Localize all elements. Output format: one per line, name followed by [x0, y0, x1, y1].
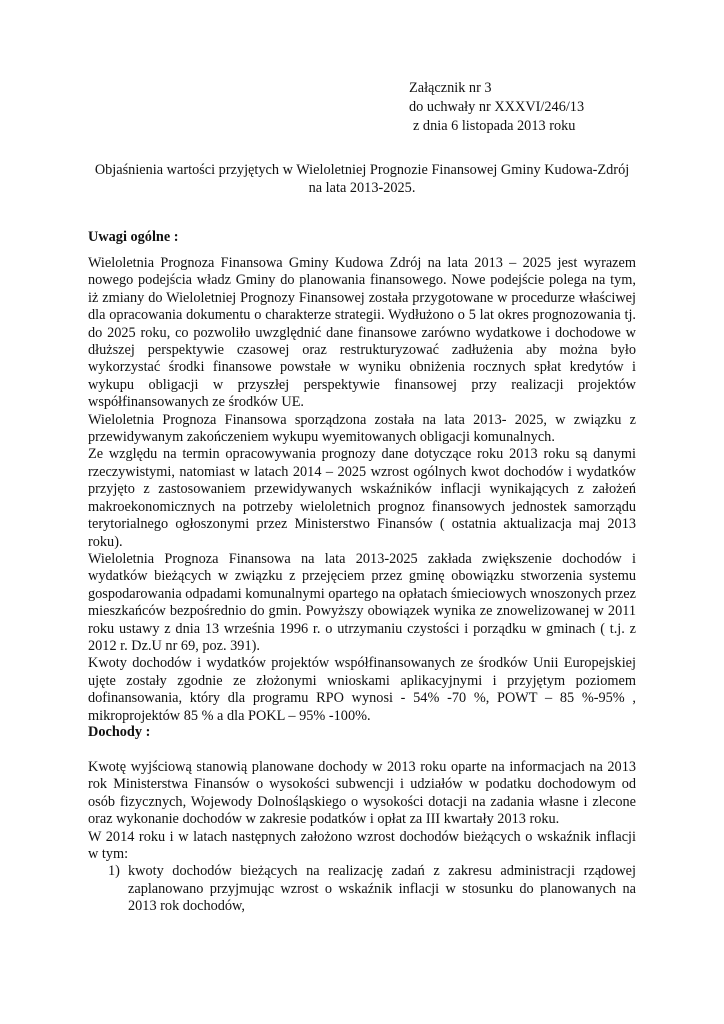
document-title [88, 162, 636, 197]
paragraph: Kwotę wyjściową stanowią planowane dochody w 2013 roku oparte na informacjach na 2013 rok Ministerstwa Finansów o wysokości subwencji i udziałów w podatku dochodowym od osób fizycznych, Wojewody Dolnośląskiego o wysokości dotacji na zadania własne i zlecone oraz wykonanie dochodów w zakresie podatków i opłat za III kwartały 2013 roku. [88, 759, 636, 828]
general-remarks-body [88, 255, 636, 725]
attachment-header [409, 79, 669, 136]
list-item [88, 863, 636, 915]
income-heading: Dochody : [88, 724, 151, 740]
income-list [88, 863, 636, 915]
title-line-2: na lata 2013-2025. [308, 179, 416, 196]
title-line-1: Objaśnienia wartości przyjętych w Wieloletniej Prognozie Finansowej Gminy Kudowa-Zdrój [94, 162, 630, 178]
resolution-number: do uchwały nr XXXVI/246/13 [409, 99, 585, 115]
paragraph: Wieloletnia Prognoza Finansowa Gminy Kudowa Zdrój na lata 2013 – 2025 jest wyrazem nowego podejścia władz Gminy do planowania finansowego. Nowe podejście polega na tym, iż zmiany do Wieloletniej Prognozy Finansowej została przygotowane w procedurze właściwej dla opracowania dokumentu o charakterze strategii. Wydłużono o 5 lat okres prognozowania tj. do 2025 roku, co pozwoliło uwzględnić dane finansowe zarówno wydatkowe i dochodowe w dłuższej perspektywie czasowej oraz restrukturyzować zadłużenia aby można było wykorzystać środki finansowe powstałe w wyniku obniżenia rocznych spłat kredytów i wykupu obligacji w przyszłej perspektywie finansowej przy realizacji projektów współfinansowanych ze środków UE. [88, 255, 636, 411]
paragraph: W 2014 roku i w latach następnych założono wzrost dochodów bieżących o wskaźnik inflacji w tym: [88, 828, 636, 863]
list-item-text: kwoty dochodów bieżących na realizację zadań z zakresu administracji rządowej zaplanowano przyjmując wzrost o wskaźnik inflacji w stosunku do planowanych na 2013 rok dochodów, [128, 863, 636, 915]
paragraph: Ze względu na termin opracowywania prognozy dane dotyczące roku 2013 roku są danymi rzeczywistymi, natomiast w latach 2014 – 2025 wzrost ogólnych kwot dochodów i wydatków przyjęto z zastosowaniem przewidywanych wskaźników inflacji wynikających z założeń makroekonomicznych na potrzeby wieloletnich prognoz finansowych jednostek samorządu terytorialnego ogłoszonymi przez Ministerstwo Finansów ( ostatnia aktualizacja maj 2013 roku). [88, 446, 636, 550]
attachment-number: Załącznik nr 3 [409, 80, 492, 96]
list-item-number: 1) [108, 863, 120, 880]
paragraph: Kwoty dochodów i wydatków projektów współfinansowanych ze środków Unii Europejskiej ujęte zostały zgodnie ze złożonymi wnioskami aplikacyjnymi i przyjętym poziomem dofinansowania, który dla programu RPO wynosi - 54% -70 %, POWT – 85 %-95% , mikroprojektów 85 % a dla POKL – 95% -100%. [88, 655, 636, 724]
resolution-date: z dnia 6 listopada 2013 roku [413, 118, 576, 134]
paragraph: Wieloletnia Prognoza Finansowa na lata 2013-2025 zakłada zwiększenie dochodów i wydatków bieżących w związku z przejęciem przez gminę obowiązku stworzenia systemu gospodarowania odpadami komunalnymi opartego na opłatach śmieciowych wnoszonych przez mieszkańców bezpośrednio do gmin. Powyższy obowiązek wynika ze znowelizowanej w 2011 roku ustawy z dnia 13 września 1996 r. o utrzymaniu czystości i porządku w gminach ( t.j. z 2012 r. Dz.U nr 69, poz. 391). [88, 550, 636, 654]
income-body [88, 759, 636, 916]
paragraph: Wieloletnia Prognoza Finansowa sporządzona została na lata 2013- 2025, w związku z przewidywanym zakończeniem wykupu wyemitowanych obligacji komunalnych. [88, 411, 636, 446]
general-remarks-heading: Uwagi ogólne : [88, 229, 179, 245]
